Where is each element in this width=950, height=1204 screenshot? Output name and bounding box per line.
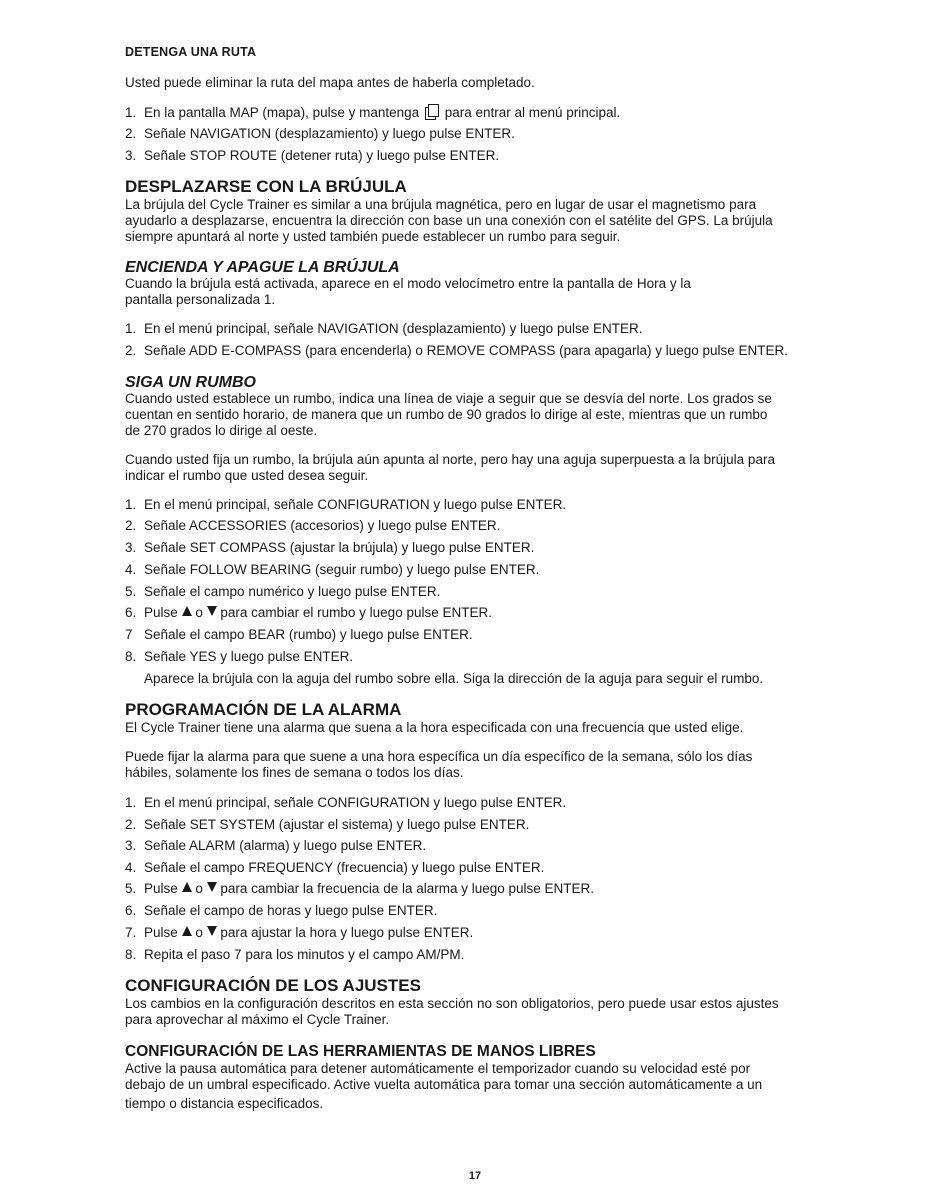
stop-route-intro: Usted puede eliminar la ruta del mapa antes de haberla completado. [125, 75, 535, 90]
alarm-step-3: 3. Señale ALARM (alarma) y luego pulse ENTER. [125, 838, 427, 853]
bearing-step-8: 8. Señale YES y luego pulse ENTER. [125, 649, 354, 664]
bearing-p1-line-2: cuentan en sentido horario, de manera que un rumbo de 90 grados lo dirige al este, mientras que un rumbo [125, 407, 768, 422]
toggle-compass-line-2: pantalla personalizada 1. [125, 292, 276, 307]
stop-route-step-3: 3. Señale STOP ROUTE (detener ruta) y luego pulse ENTER. [125, 148, 500, 163]
heading-compass: DESPLAZARSE CON LA BRÚJULA [125, 177, 407, 196]
heading-alarm: PROGRAMACIÓN DE LA ALARMA [125, 700, 402, 719]
alarm-step-7: 7. Pulse o para ajustar la hora y luego pulse ENTER. [125, 925, 474, 940]
menu-copy-icon [425, 104, 439, 119]
alarm-step-2: 2. Señale SET SYSTEM (ajustar el sistema) y luego pulse ENTER. [125, 817, 530, 832]
heading-bearing: SIGA UN RUMBO [125, 374, 256, 391]
bearing-step-4: 4. Señale FOLLOW BEARING (seguir rumbo) y luego pulse ENTER. [125, 562, 540, 577]
bearing-step-3: 3. Señale SET COMPASS (ajustar la brújula) y luego pulse ENTER. [125, 540, 535, 555]
bearing-step-1: 1. En el menú principal, señale CONFIGURATION y luego pulse ENTER. [125, 497, 567, 512]
heading-stop-route: DETENGA UNA RUTA [125, 45, 257, 59]
alarm-p1: El Cycle Trainer tiene una alarma que suena a la hora especificada con una frecuencia que usted elige. [125, 720, 744, 735]
stop-route-step-2: 2. Señale NAVIGATION (desplazamiento) y luego pulse ENTER. [125, 126, 515, 141]
bearing-note: Aparece la brújula con la aguja del rumbo sobre ella. Siga la dirección de la aguja para seguir el rumbo. [144, 671, 764, 686]
hands-free-line-1: Active la pausa automática para detener automáticamente el temporizador cuando su velocidad esté por [125, 1061, 751, 1076]
heading-hands-free: CONFIGURACIÓN DE LAS HERRAMIENTAS DE MANOS LIBRES [125, 1043, 596, 1060]
bearing-step-5: 5. Señale el campo numérico y luego pulse ENTER. [125, 584, 441, 599]
bearing-p1-line-3: de 270 grados lo dirige al oeste. [125, 423, 318, 438]
up-arrow-icon [182, 606, 192, 616]
stop-route-step-1: 1. En la pantalla MAP (mapa), pulse y mantenga para entrar al menú principal. [125, 105, 621, 120]
settings-line-2: para aprovechar al máximo el Cycle Trainer. [125, 1012, 390, 1027]
hands-free-line-3: tiempo o distancia especificados. [125, 1096, 324, 1111]
alarm-step-8: 8. Repita el paso 7 para los minutos y el campo AM/PM. [125, 947, 465, 962]
down-arrow-icon [207, 926, 217, 936]
bearing-p2-line-2: indicar el rumbo que usted desea seguir. [125, 468, 369, 483]
compass-text-line-3: siempre apuntará al norte y usted también puede establecer un rumbo para seguir. [125, 229, 621, 244]
toggle-compass-line-1: Cuando la brújula está activada, aparece en el modo velocímetro entre la pantalla de Hora y la [125, 276, 691, 291]
alarm-step-5: 5. Pulse o para cambiar la frecuencia de la alarma y luego pulse ENTER. [125, 881, 595, 896]
toggle-compass-step-1: 1. En el menú principal, señale NAVIGATION (desplazamiento) y luego pulse ENTER. [125, 321, 643, 336]
toggle-compass-step-2: 2. Señale ADD E-COMPASS (para encenderla) o REMOVE COMPASS (para apagarla) y luego pulse ENTER. [125, 343, 789, 358]
alarm-p2-line-2: hábiles, solamente los fines de semana o todos los días. [125, 765, 464, 780]
compass-text-line-1: La brújula del Cycle Trainer es similar a una brújula magnética, pero en lugar de usar el magnetismo para [125, 197, 757, 212]
up-arrow-icon [182, 926, 192, 936]
down-arrow-icon [207, 882, 217, 892]
bearing-step-6: 6. Pulse o para cambiar el rumbo y luego pulse ENTER. [125, 605, 492, 620]
bearing-p1-line-1: Cuando usted establece un rumbo, indica una línea de viaje a seguir que se desvía del norte. Los grados se [125, 391, 772, 406]
down-arrow-icon [207, 606, 217, 616]
compass-text-line-2: ayudarlo a desplazarse, encuentra la dirección con base un una conexión con el satélite del GPS. La brújula [125, 213, 773, 228]
settings-line-1: Los cambios en la configuración descritos en esta sección no son obligatorios, pero puede usar estos ajustes [125, 996, 779, 1011]
bearing-p2-line-1: Cuando usted fija un rumbo, la brújula aún apunta al norte, pero hay una aguja superpuesta a la brújula para [125, 452, 775, 467]
heading-toggle-compass: ENCIENDA Y APAGUE LA BRÚJULA [125, 259, 400, 276]
alarm-step-1: 1. En el menú principal, señale CONFIGURATION y luego pulse ENTER. [125, 795, 567, 810]
hands-free-line-2: debajo de un umbral especificado. Active vuelta automática para tomar una sección automáticamente a un [125, 1077, 763, 1092]
page-number: 17 [468, 1170, 482, 1182]
up-arrow-icon [182, 882, 192, 892]
alarm-step-4: 4. Señale el campo FREQUENCY (frecuencia) y luego pulse ENTER. [125, 860, 545, 875]
alarm-step-6: 6. Señale el campo de horas y luego pulse ENTER. [125, 903, 438, 918]
heading-settings: CONFIGURACIÓN DE LOS AJUSTES [125, 976, 421, 995]
bearing-step-7: 7 Señale el campo BEAR (rumbo) y luego pulse ENTER. [125, 627, 473, 642]
alarm-p2-line-1: Puede fijar la alarma para que suene a una hora específica un día específico de la semana, sólo los días [125, 749, 753, 764]
bearing-step-2: 2. Señale ACCESSORIES (accesorios) y luego pulse ENTER. [125, 518, 501, 533]
